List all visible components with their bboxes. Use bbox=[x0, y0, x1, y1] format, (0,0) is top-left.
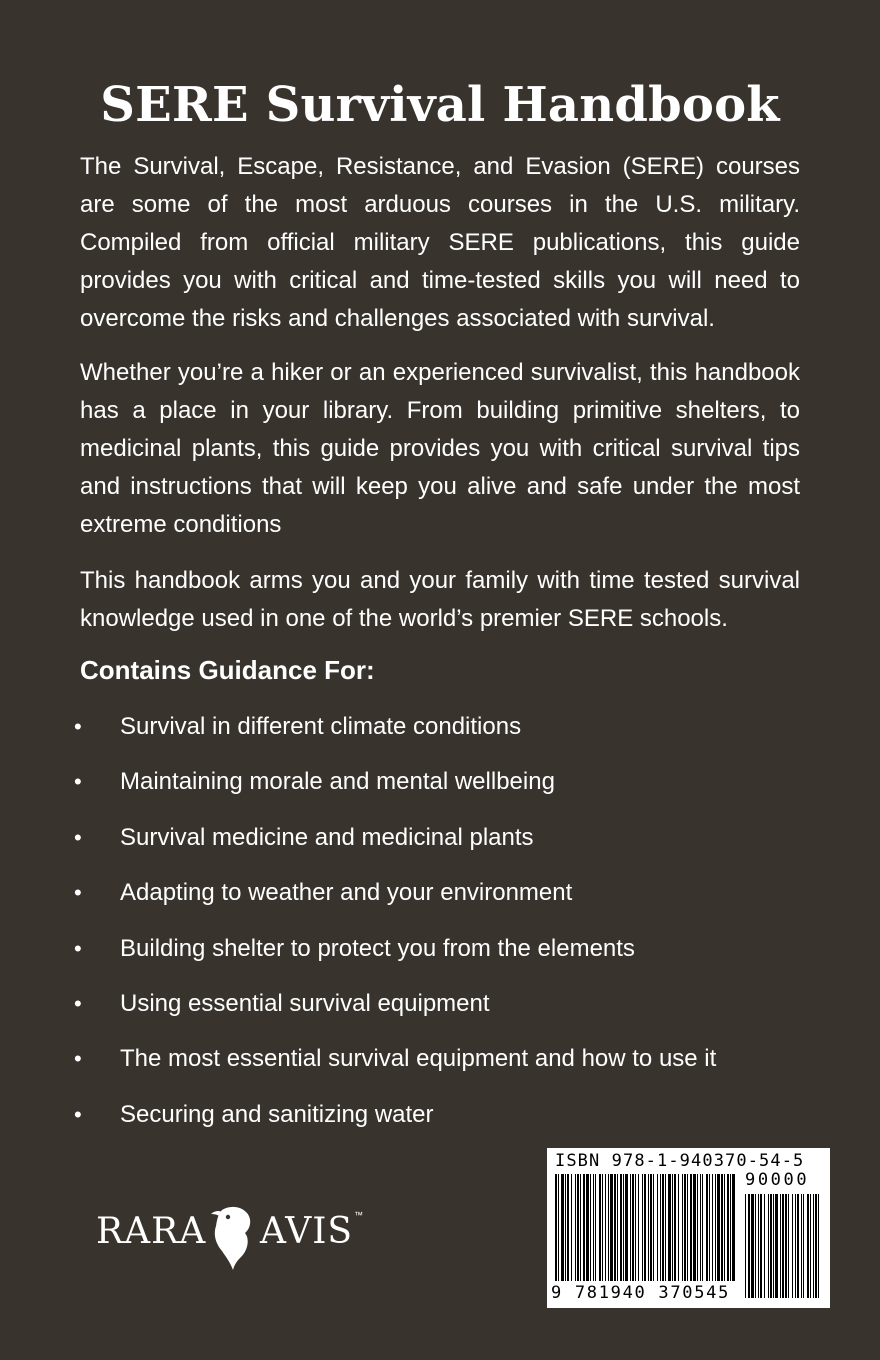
barcode-bar bbox=[724, 1174, 725, 1298]
barcode-bar bbox=[727, 1174, 729, 1298]
barcode-bar bbox=[583, 1174, 585, 1298]
isbn-barcode bbox=[547, 1148, 830, 1308]
book-title: SERE Survival Handbook bbox=[100, 77, 780, 133]
guidance-list-item bbox=[70, 708, 810, 763]
bullet-icon: • bbox=[74, 1101, 82, 1127]
guidance-item-text: Building shelter to protect you from the elements bbox=[120, 934, 635, 962]
barcode-bar bbox=[712, 1174, 713, 1298]
barcode-bar bbox=[803, 1194, 804, 1298]
barcode-bar bbox=[586, 1174, 589, 1298]
barcode-bar bbox=[702, 1174, 703, 1298]
bullet-icon: • bbox=[74, 769, 82, 795]
barcode-bar bbox=[599, 1174, 601, 1298]
publisher-logo-word-rara: RARA bbox=[96, 1211, 207, 1252]
barcode-bar bbox=[690, 1174, 692, 1298]
barcode-bar bbox=[623, 1174, 624, 1298]
barcode-bar bbox=[687, 1174, 688, 1298]
guidance-list-item bbox=[70, 930, 810, 985]
barcode-bar bbox=[602, 1174, 603, 1298]
barcode-bar bbox=[668, 1174, 671, 1298]
barcode-bar bbox=[662, 1174, 664, 1298]
barcode-bar bbox=[768, 1194, 769, 1298]
barcode-bar bbox=[648, 1174, 649, 1298]
barcode-bar bbox=[684, 1174, 686, 1298]
barcode-bar bbox=[567, 1174, 569, 1298]
barcode-bar bbox=[721, 1174, 723, 1298]
trademark-symbol: ™ bbox=[354, 1210, 363, 1220]
barcode-bar bbox=[672, 1174, 673, 1298]
publisher-logo-word-avis: AVIS bbox=[260, 1211, 354, 1252]
barcode-bar bbox=[697, 1174, 698, 1298]
barcode-bar bbox=[792, 1194, 793, 1298]
barcode-bar bbox=[644, 1174, 646, 1298]
barcode-bar bbox=[706, 1174, 708, 1298]
barcode-bar bbox=[665, 1174, 666, 1298]
barcode-bar bbox=[674, 1174, 676, 1298]
barcode-bar bbox=[764, 1194, 765, 1298]
bullet-icon: • bbox=[74, 990, 82, 1016]
barcode-bar bbox=[620, 1174, 622, 1298]
barcode-bar bbox=[693, 1174, 696, 1298]
barcode-bar bbox=[770, 1194, 772, 1298]
barcode-bar bbox=[758, 1194, 759, 1298]
barcode-bar bbox=[730, 1174, 731, 1298]
barcode-bar bbox=[580, 1174, 581, 1298]
guidance-item-text: Survival in different climate conditions bbox=[120, 713, 522, 740]
barcode-bar bbox=[785, 1194, 787, 1298]
guidance-list-item bbox=[70, 985, 810, 1040]
barcode-bar bbox=[610, 1174, 613, 1298]
barcode-bar bbox=[760, 1194, 762, 1298]
bullet-icon: • bbox=[74, 1046, 82, 1072]
barcode-bar bbox=[608, 1174, 609, 1298]
publisher-logo bbox=[96, 1200, 376, 1270]
barcode-number: 9 781940 370545 bbox=[551, 1281, 737, 1305]
barcode-bar bbox=[780, 1194, 781, 1298]
barcode-bar bbox=[630, 1174, 631, 1298]
barcode-bar bbox=[813, 1194, 814, 1298]
guidance-list-item bbox=[70, 819, 810, 874]
barcode-bar bbox=[575, 1174, 576, 1298]
barcode-bar bbox=[660, 1174, 661, 1298]
barcode-bar bbox=[678, 1174, 679, 1298]
barcode-bar bbox=[558, 1174, 559, 1298]
barcode-bar bbox=[782, 1194, 784, 1298]
guidance-item-text: Maintaining morale and mental wellbeing bbox=[120, 768, 555, 796]
barcode-bar bbox=[614, 1174, 616, 1298]
barcode-bar bbox=[788, 1194, 789, 1298]
guidance-list bbox=[70, 708, 810, 1151]
barcode-bar bbox=[732, 1174, 735, 1298]
barcode-bar bbox=[755, 1194, 756, 1298]
guidance-list-item bbox=[70, 1096, 810, 1151]
barcode-bar bbox=[717, 1174, 720, 1298]
barcode-bar bbox=[748, 1194, 750, 1298]
price-code: 90000 bbox=[745, 1170, 810, 1190]
barcode-bar bbox=[593, 1174, 594, 1298]
barcode-bar bbox=[555, 1174, 557, 1298]
guidance-item-text: Adapting to weather and your environment bbox=[120, 879, 573, 907]
guidance-item-text: The most essential survival equipment and how to use it bbox=[120, 1045, 717, 1073]
barcode-bar bbox=[565, 1174, 566, 1298]
barcode-bar bbox=[818, 1194, 819, 1298]
barcode-bar bbox=[810, 1194, 811, 1298]
barcode-bar bbox=[751, 1194, 754, 1298]
barcode-bar bbox=[635, 1174, 636, 1298]
barcode-bar bbox=[700, 1174, 701, 1298]
guidance-item-text: Securing and sanitizing water bbox=[120, 1100, 434, 1128]
barcode-bar bbox=[773, 1194, 774, 1298]
bullet-icon: • bbox=[74, 824, 82, 850]
barcode-bar bbox=[642, 1174, 643, 1298]
bullet-icon: • bbox=[74, 714, 82, 739]
barcode-bar bbox=[638, 1174, 639, 1298]
barcode-bar bbox=[653, 1174, 654, 1298]
barcode-bar bbox=[797, 1194, 799, 1298]
barcode-bar bbox=[605, 1174, 606, 1298]
isbn-label: ISBN 978-1-940370-54-5 bbox=[555, 1151, 805, 1171]
barcode-bar bbox=[650, 1174, 652, 1298]
guidance-list-item bbox=[70, 874, 810, 929]
barcode-bar bbox=[801, 1194, 802, 1298]
barcode-bar bbox=[571, 1174, 572, 1298]
barcode-bar bbox=[577, 1174, 579, 1298]
barcode-bar bbox=[561, 1174, 564, 1298]
bullet-icon: • bbox=[74, 935, 82, 961]
barcode-bar bbox=[795, 1194, 796, 1298]
bullet-icon: • bbox=[74, 880, 82, 906]
barcode-bar bbox=[617, 1174, 618, 1298]
guidance-heading: Contains Guidance For: bbox=[80, 655, 375, 685]
description-paragraph-3: This handbook arms you and your family with time tested survival knowledge used in one of the world’s premier SERE schools. bbox=[80, 567, 800, 632]
barcode-bar bbox=[815, 1194, 817, 1298]
description-paragraph-1: The Survival, Escape, Resistance, and Evasion (SERE) courses are some of the most arduous courses in the U.S. military. Compiled from official military SERE publications, this guide provides you with critical and time-tested skills you will need to overcome the risks and challenges associated with survival. bbox=[80, 153, 800, 332]
guidance-list-item bbox=[70, 1040, 810, 1095]
barcode-bar bbox=[632, 1174, 634, 1298]
barcode-bar bbox=[590, 1174, 591, 1298]
barcode-bar bbox=[775, 1194, 778, 1298]
barcode-bar bbox=[682, 1174, 683, 1298]
barcode-bar bbox=[595, 1174, 596, 1298]
barcode-bar bbox=[745, 1194, 746, 1298]
barcode-bar bbox=[715, 1174, 716, 1298]
description-paragraph-2: Whether you’re a hiker or an experienced survivalist, this handbook has a place in your library. From building primitive shelters, to medicinal plants, this guide provides you with critical survival tips and instructions that will keep you alive and safe under the most extreme conditions bbox=[80, 359, 800, 538]
barcode-bar bbox=[807, 1194, 809, 1298]
barcode-bar bbox=[709, 1174, 710, 1298]
barcode-bar bbox=[625, 1174, 628, 1298]
bird-head-logo-icon bbox=[208, 1204, 258, 1270]
guidance-item-text: Using essential survival equipment bbox=[120, 989, 490, 1017]
guidance-item-text: Survival medicine and medicinal plants bbox=[120, 823, 534, 851]
barcode-bar bbox=[657, 1174, 658, 1298]
guidance-list-item bbox=[70, 763, 810, 818]
